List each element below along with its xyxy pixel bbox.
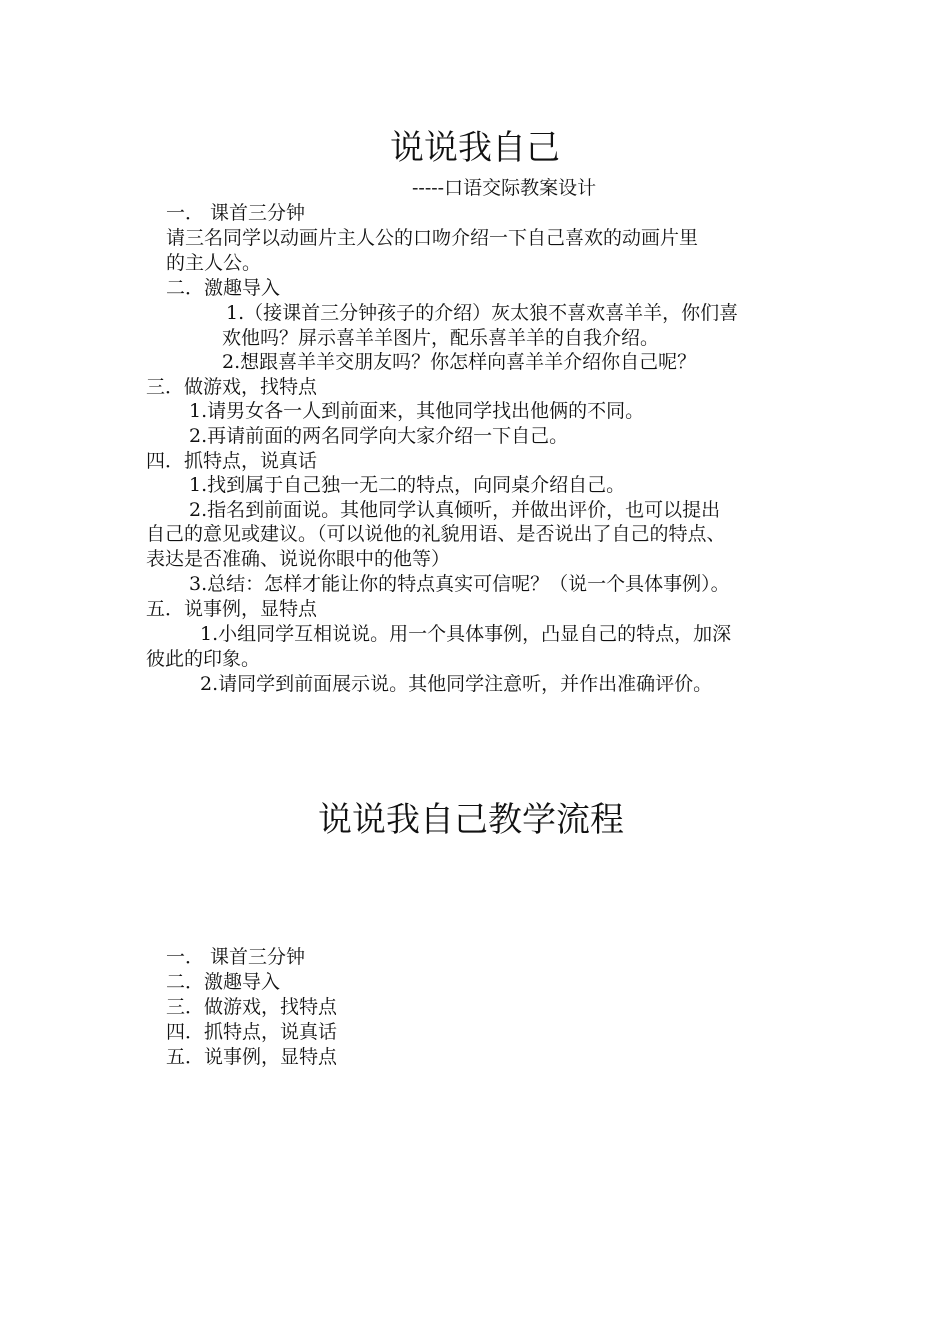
section-2-heading: 二．激趣导入 bbox=[166, 277, 281, 299]
section-5-item-2: 2.请同学到前面展示说。其他同学注意听，并作出准确评价。 bbox=[200, 673, 713, 695]
section-4-item-3: 3.总结：怎样才能让你的特点真实可信呢？（说一个具体事例）。 bbox=[189, 573, 730, 595]
section-2-item-1-line-2: 欢他吗？屏示喜羊羊图片，配乐喜羊羊的自我介绍。 bbox=[222, 327, 660, 349]
flow-title: 说说我自己教学流程 bbox=[318, 800, 624, 840]
section-1-heading: 一． 课首三分钟 bbox=[166, 202, 306, 224]
section-5-heading: 五．说事例，显特点 bbox=[146, 598, 318, 620]
section-1-body-line-1: 请三名同学以动画片主人公的口吻介绍一下自己喜欢的动画片里 bbox=[166, 227, 699, 249]
flow-step-4: 四．抓特点，说真话 bbox=[166, 1021, 338, 1043]
section-1-body-line-2: 的主人公。 bbox=[166, 252, 262, 274]
flow-step-1: 一． 课首三分钟 bbox=[166, 946, 306, 968]
section-4-heading: 四．抓特点，说真话 bbox=[146, 450, 318, 472]
document-title: 说说我自己 bbox=[390, 128, 560, 168]
document-subtitle: -----口语交际教案设计 bbox=[412, 177, 597, 199]
section-4-item-1: 1.找到属于自己独一无二的特点，向同桌介绍自己。 bbox=[189, 474, 626, 496]
section-2-item-2: 2.想跟喜羊羊交朋友吗？你怎样向喜羊羊介绍你自己呢？ bbox=[222, 351, 697, 373]
section-5-item-1-line-2: 彼此的印象。 bbox=[146, 648, 261, 670]
section-4-item-2-line-2: 自己的意见或建议。（可以说他的礼貌用语、是否说出了自己的特点、 bbox=[146, 523, 726, 545]
flow-step-5: 五．说事例，显特点 bbox=[166, 1046, 338, 1068]
flow-step-2: 二．激趣导入 bbox=[166, 971, 281, 993]
section-5-item-1-line-1: 1.小组同学互相说说。用一个具体事例，凸显自己的特点，加深 bbox=[200, 623, 732, 645]
section-2-item-1-line-1: 1.（接课首三分钟孩子的介绍）灰太狼不喜欢喜羊羊，你们喜 bbox=[226, 302, 739, 324]
section-3-item-2: 2.再请前面的两名同学向大家介绍一下自己。 bbox=[189, 425, 569, 447]
flow-step-3: 三．做游戏，找特点 bbox=[166, 996, 338, 1018]
section-3-item-1: 1.请男女各一人到前面来，其他同学找出他俩的不同。 bbox=[189, 400, 645, 422]
section-4-item-2-line-1: 2.指名到前面说。其他同学认真倾听，并做出评价，也可以提出 bbox=[189, 499, 721, 521]
section-3-heading: 三．做游戏，找特点 bbox=[146, 376, 318, 398]
section-4-item-2-line-3: 表达是否准确、说说你眼中的他等） bbox=[146, 548, 451, 570]
